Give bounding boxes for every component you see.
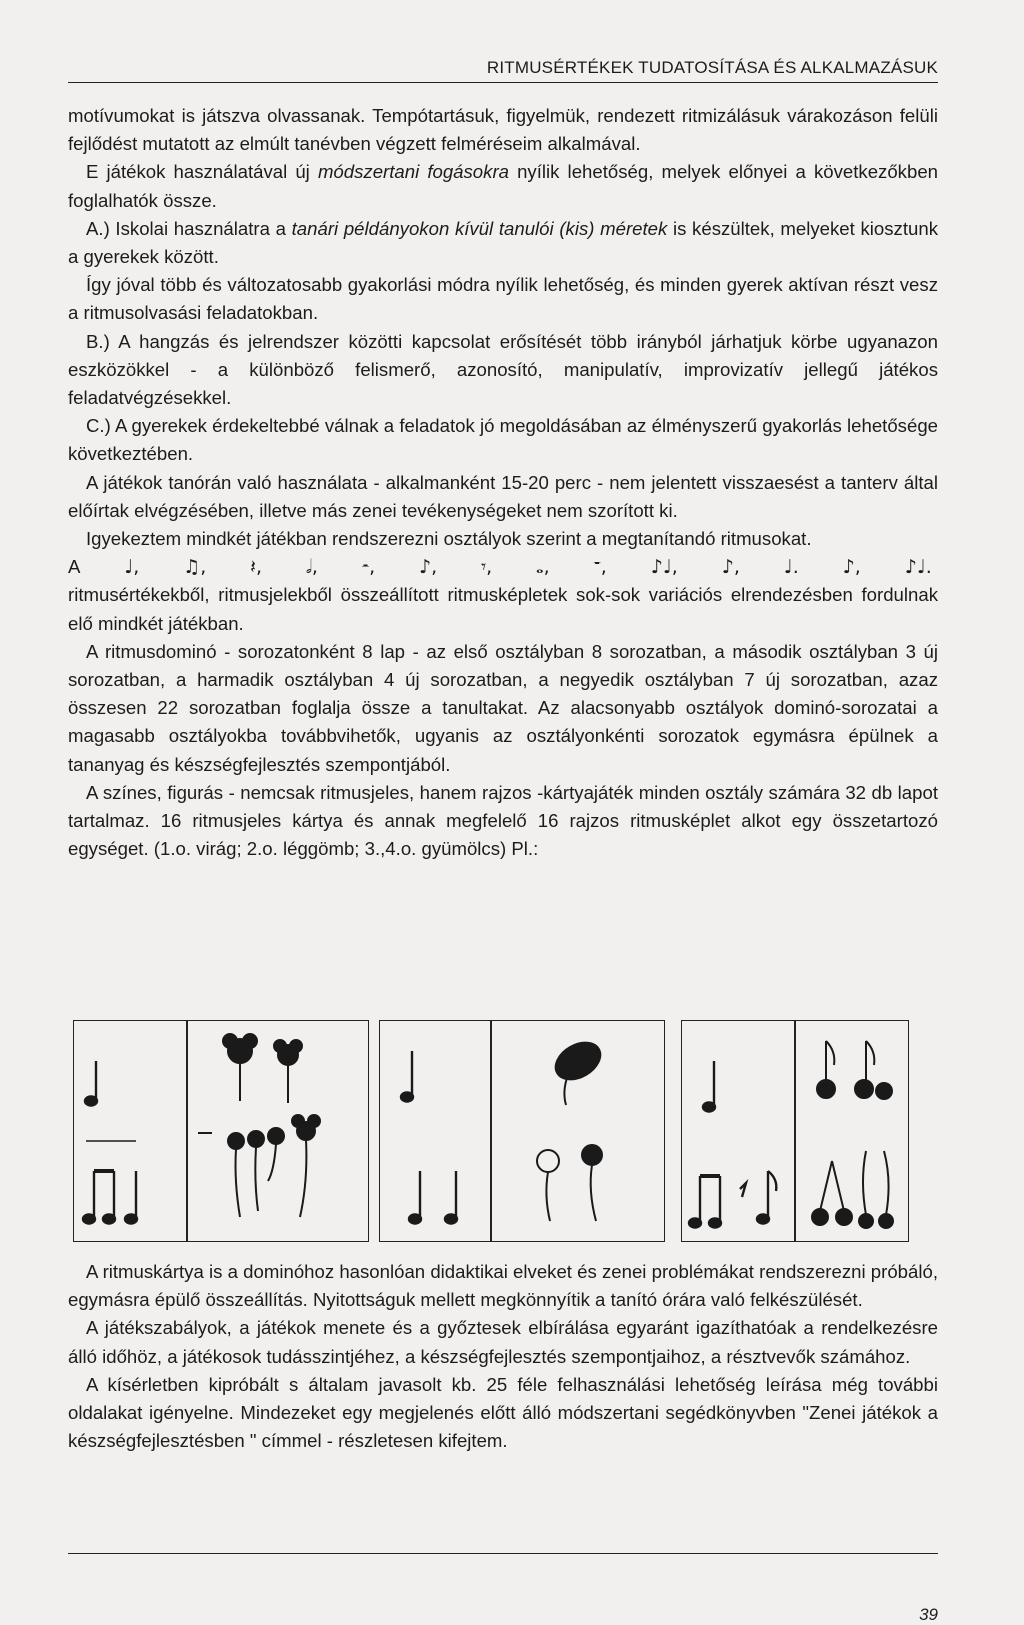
emphasis: módszertani fogásokra <box>317 161 509 183</box>
page-number: 39 <box>919 1605 938 1624</box>
note-symbol: ♩, <box>124 556 140 579</box>
paragraph: A színes, figurás - nemcsak ritmusjeles, hanem rajzos -kártyajáték minden osztály számára 32 db lapot tartalmaz. 16 ritmusjeles kártya és annak megfelelő 16 rajzos ritmusképlet alkot egy összetartozó egységet. (1.o. virág; 2.o. léggömb; 3.,4.o. gyümölcs) Pl.: <box>68 781 938 860</box>
note-symbol: 𝄾, <box>481 556 493 579</box>
rhythm-card-fruit <box>681 1020 795 1242</box>
balloon-drawing <box>492 1021 664 1241</box>
note-symbol: ♪, <box>842 556 861 579</box>
note-symbol: 𝄻, <box>593 556 607 579</box>
note-symbol: ♪, <box>721 556 740 579</box>
paragraph: E játékok használatával új módszertani fogásokra nyílik lehetőség, melyek előnyei a következőkben foglalhatók össze. <box>68 161 938 211</box>
picture-card-flower <box>187 1020 369 1242</box>
paragraph: A kísérletben kipróbált s általam javasolt kb. 25 féle felhasználási lehetőség leírása még további oldalakat igényelne. Mindezeket egy megjelenés előtt álló módszertani segédkönyvben "Zenei játékok a készségfejlesztésben " címmel - részletesen kifejtem. <box>68 1373 938 1452</box>
note-symbol: 𝄼, <box>361 556 376 579</box>
paragraph: A játékok tanórán való használata - alkalmanként 15-20 perc - nem jelentett visszaesést a tanterv által előírtak elvégzésében, illetve más zenei tevékenységeket nem szorított ki. <box>68 471 938 521</box>
paragraph: A ritmusdominó - sorozatonként 8 lap - az első osztályban 8 sorozatban, a második osztályban 3 új sorozatban, a harmadik osztályban 4 új sorozatban, a negyedik osztályban 7 új sorozatban, azaz összesen 22 sorozatban foglalja össze a tanultakat. Az alacsonyabb osztályok dominó-sorozatai a magasabb osztályokba továbbvihetők, ugyanis az osztályonkénti sorozatok egymásra épülnek a tananyag és készségfejlesztés szempontjából. <box>68 640 938 775</box>
note-symbol: ♩. <box>783 556 799 579</box>
footer-rule <box>68 1553 938 1554</box>
notes-prefix: A <box>68 556 81 578</box>
note-symbol: 𝄽, <box>250 556 262 579</box>
picture-card-balloon <box>491 1020 665 1242</box>
rhythm-notation-figure <box>682 1021 794 1241</box>
flower-drawing <box>188 1021 368 1241</box>
main-text-bottom <box>68 1258 938 1455</box>
note-symbol: 𝅝, <box>536 556 550 579</box>
rhythm-card-flower <box>73 1020 187 1242</box>
paragraph: C.) A gyerekek érdekeltebbé válnak a feladatok jó megoldásában az élményszerű gyakorlás lehetősége következtében. <box>68 415 938 465</box>
rhythm-notation-figure <box>74 1021 186 1241</box>
paragraph: A játékszabályok, a játékok menete és a győztesek elbírálása egyaránt igazíthatóak a rendelkezésre álló időhöz, a játékosok tudásszintjéhez, a készségfejlesztés szempontjaihoz, a résztvevők számához. <box>68 1317 938 1367</box>
card-examples <box>73 1020 943 1245</box>
paragraph: B.) A hangzás és jelrendszer közötti kapcsolat erősítését több irányból járhatjuk körbe ugyanazon eszközökkel - a különböző felismerő, azonosító, manipulatív, improvizatív jellegű játékos feladatvégzésekkel. <box>68 330 938 409</box>
note-symbol: ♪♩, <box>650 556 678 579</box>
rhythm-notation-figure <box>380 1021 490 1241</box>
paragraph: A.) Iskolai használatra a tanári példányokon kívül tanulói (kis) méretek is készültek, melyeket kiosztunk a gyerekek között. <box>68 217 938 268</box>
note-symbol: 𝅗𝅥, <box>305 556 318 579</box>
rhythm-notation-row <box>68 553 938 581</box>
emphasis: tanári példányokon kívül tanulói (kis) méretek <box>291 217 668 239</box>
note-symbol: ♪♩. <box>904 556 932 579</box>
paragraph: motívumokat is játszva olvassanak. Tempótartásuk, figyelmük, rendezett ritmizálásuk várakozáson felüli fejlődést mutatott az elmúlt tanévben végzett felméréseim alkalmával. <box>68 105 938 155</box>
running-header: RITMUSÉRTÉKEK TUDATOSÍTÁSA ÉS ALKALMAZÁSUK <box>68 58 938 83</box>
paragraph: A ritmuskártya is a dominóhoz hasonlóan didaktikai elveket és zenei problémákat rendszerezni próbáló, egymásra épülő összeállítás. Nyitottságuk mellett megkönnyítik a tanító órára való felkészülését. <box>68 1261 938 1311</box>
rhythm-card-balloon <box>379 1020 491 1242</box>
paragraph: ritmusértékekből, ritmusjelekből összeállított ritmusképletek sok-sok variációs elrendezésben fordulnak elő mindkét játékban. <box>68 584 938 634</box>
picture-card-fruit <box>795 1020 909 1242</box>
note-symbol: ♫, <box>183 556 207 579</box>
fruit-drawing <box>796 1021 908 1241</box>
main-text <box>68 102 938 863</box>
note-symbol: ♪, <box>419 556 438 579</box>
paragraph: Így jóval több és változatosabb gyakorlási módra nyílik lehetőség, és minden gyerek aktívan részt vesz a ritmusolvasási feladatokban. <box>68 274 938 324</box>
paragraph: Igyekeztem mindkét játékban rendszerezni osztályok szerint a megtanítandó ritmusokat. <box>86 528 812 550</box>
